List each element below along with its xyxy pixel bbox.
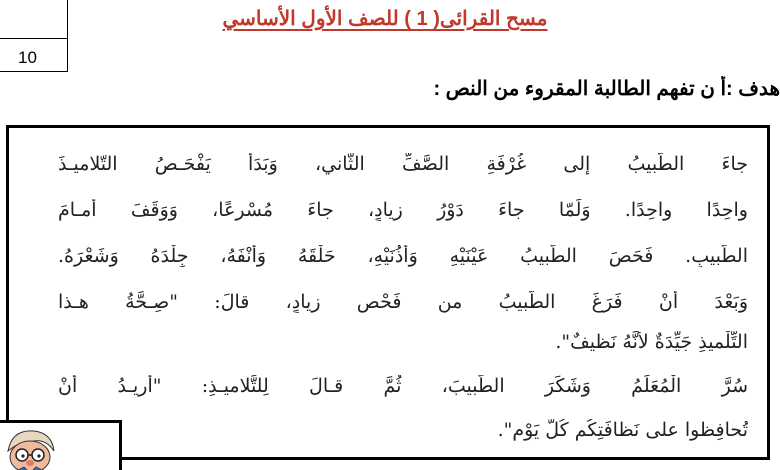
passage-line: وَبَعْدَ أَنْ فَرَغَ الطَّبيبُ من فَحْصِ زيادٍ، قالَ: "صِـحَّةُ هـذا bbox=[58, 291, 748, 313]
reading-passage bbox=[50, 135, 760, 460]
passage-line: سُرَّ الْمُعَلِّمُ وَشَكَرَ الطَّبيبَ، ثُمَّ قـالَ لِلتَّلاميـذِ: "أُريـدُ أَنْ bbox=[58, 375, 748, 397]
score-box-bottom bbox=[0, 71, 68, 72]
passage-line: تُحافِظوا على نَظافَتِكُم كُلَّ يَوْمٍ". bbox=[497, 419, 748, 441]
page-title: مسح القرائى( 1 ) للصف الأول الأساسي bbox=[222, 8, 548, 30]
score-divider bbox=[0, 38, 68, 39]
passage-line: جاءَ الطَّبيبُ إلى غُرْفَةِ الصَّفِّ الثّاني، وَبَدَأَ يَفْحَـصُ التّلاميـذَ bbox=[58, 153, 748, 175]
passage-line: واحِدًا واحِدًا. وَلَمّا جاءَ دَوْرُ زيادٍ، جاءَ مُسْرِعًا، وَوَقَفَ أمـامَ bbox=[58, 199, 748, 221]
score-value: 10 bbox=[18, 48, 37, 67]
passage-line: الطَّبيبِ. فَحَصَ الطَّبيبُ عَيْنَيْهِ وَأُذُنَيْهِ، حَلْقَهُ وَأَنْفَهُ، جِلْدَهُ وَشَعْرَهُ. bbox=[58, 245, 748, 267]
passage-line: التِّلْميذِ جَيِّدَةٌ لأَنَّهُ نَظيفٌ". bbox=[555, 331, 748, 353]
score-box-edge bbox=[67, 0, 68, 72]
objective-text: هدف :أ ن تفهم الطالبة المقروء من النص : bbox=[433, 78, 780, 100]
cartoon-teacher-avatar-icon bbox=[0, 423, 70, 470]
avatar-box bbox=[0, 420, 122, 470]
score-box bbox=[0, 0, 68, 72]
